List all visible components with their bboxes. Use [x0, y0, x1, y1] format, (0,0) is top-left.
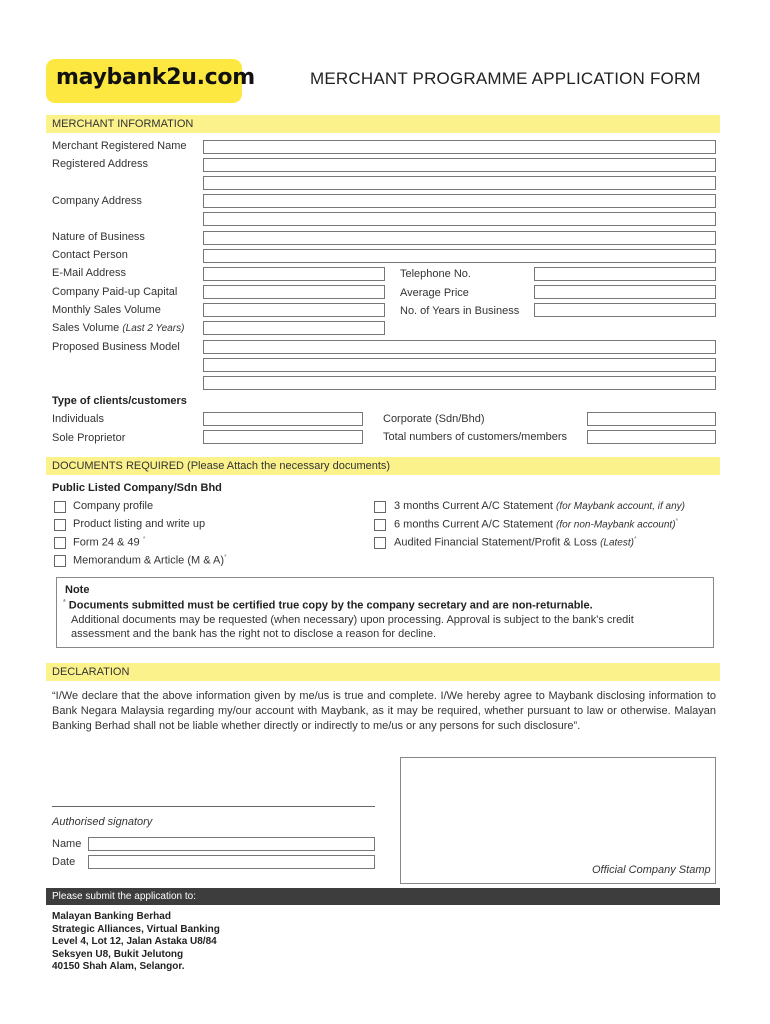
proposed-model-field-2[interactable]	[203, 358, 716, 372]
label-product-listing: Product listing and write up	[73, 518, 206, 530]
average-price-field[interactable]	[534, 285, 716, 299]
section-documents-required: DOCUMENTS REQUIRED (Please Attach the necessary documents)	[46, 457, 720, 475]
audited-statement-checkbox[interactable]	[374, 537, 386, 549]
label-contact-person: Contact Person	[52, 249, 128, 261]
label-individuals: Individuals	[52, 413, 104, 425]
form-title: MERCHANT PROGRAMME APPLICATION FORM	[310, 69, 701, 88]
form-24-49-text: Form 24 & 49	[73, 536, 140, 549]
note-line-2: Additional documents may be requested (when necessary) upon processing. Approval is subject to the bank's credit	[71, 614, 634, 626]
address-line: Seksyen U8, Bukit Jelutong	[52, 948, 184, 960]
signatory-name-field[interactable]	[88, 837, 375, 851]
individuals-field[interactable]	[203, 412, 363, 426]
label-memorandum	[73, 554, 227, 567]
label-sales-volume	[52, 322, 184, 334]
nature-of-business-field[interactable]	[203, 231, 716, 245]
label-monthly-sales: Monthly Sales Volume	[52, 304, 161, 316]
documents-heading: Public Listed Company/Sdn Bhd	[52, 482, 222, 494]
address-line: Strategic Alliances, Virtual Banking	[52, 923, 220, 935]
years-in-business-field[interactable]	[534, 303, 716, 317]
label-form-24-49	[73, 536, 145, 549]
label-total-customers: Total numbers of customers/members	[383, 431, 568, 443]
label-paid-up-capital: Company Paid-up Capital	[52, 286, 178, 298]
label-statement-6m	[394, 518, 678, 531]
memorandum-text: Memorandum & Article (M & A)	[73, 554, 224, 567]
statement-6m-note: (for non-Maybank account)	[556, 519, 676, 531]
proposed-model-field-3[interactable]	[203, 376, 716, 390]
sales-volume-note: (Last 2 Years)	[122, 323, 185, 334]
section-merchant-information: MERCHANT INFORMATION	[46, 115, 720, 133]
company-profile-checkbox[interactable]	[54, 501, 66, 513]
label-proposed-business-model: Proposed Business Model	[52, 341, 180, 353]
submission-address	[52, 911, 220, 974]
total-customers-field[interactable]	[587, 430, 716, 444]
statement-3m-checkbox[interactable]	[374, 501, 386, 513]
address-line: Malayan Banking Berhad	[52, 911, 171, 922]
form-24-49-checkbox[interactable]	[54, 537, 66, 549]
label-sole-proprietor: Sole Proprietor	[52, 432, 126, 444]
label-email: E-Mail Address	[52, 267, 126, 279]
address-line: 40150 Shah Alam, Selangor.	[52, 961, 185, 972]
maybank2u-logo	[46, 59, 255, 103]
asterisk-mark: *	[142, 536, 146, 543]
label-authorised-signatory: Authorised signatory	[52, 816, 153, 828]
asterisk-mark: *	[63, 599, 66, 606]
label-name: Name	[52, 838, 82, 850]
signature-line[interactable]	[52, 806, 375, 807]
company-address-field-2[interactable]	[203, 212, 716, 226]
sole-proprietor-field[interactable]	[203, 430, 363, 444]
note-line-1-text: Documents submitted must be certified true copy by the company secretary and are non-returnable.	[68, 599, 593, 612]
asterisk-mark: *	[633, 536, 637, 543]
label-statement-3m	[394, 500, 685, 512]
statement-3m-text: 3 months Current A/C Statement	[394, 500, 553, 512]
note-title: Note	[65, 584, 90, 596]
note-line-1	[63, 599, 593, 612]
label-company-profile: Company profile	[73, 500, 154, 512]
monthly-sales-field[interactable]	[203, 303, 385, 317]
label-average-price: Average Price	[400, 287, 469, 299]
clients-heading: Type of clients/customers	[52, 395, 187, 407]
sales-volume-field[interactable]	[203, 321, 385, 335]
asterisk-mark: *	[224, 554, 227, 561]
statement-6m-text: 6 months Current A/C Statement	[394, 518, 553, 531]
memorandum-checkbox[interactable]	[54, 555, 66, 567]
label-registered-address: Registered Address	[52, 158, 148, 170]
statement-6m-checkbox[interactable]	[374, 519, 386, 531]
signatory-date-field[interactable]	[88, 855, 375, 869]
label-audited-statement	[394, 536, 637, 549]
label-nature-of-business: Nature of Business	[52, 231, 145, 243]
audited-note: (Latest)	[600, 537, 634, 549]
label-official-stamp: Official Company Stamp	[592, 864, 711, 876]
contact-person-field[interactable]	[203, 249, 716, 263]
asterisk-mark: *	[675, 518, 679, 525]
paid-up-capital-field[interactable]	[203, 285, 385, 299]
label-corporate: Corporate (Sdn/Bhd)	[383, 413, 485, 425]
product-listing-checkbox[interactable]	[54, 519, 66, 531]
note-line-3: assessment and the bank has the right not to disclose a reason for decline.	[71, 628, 437, 640]
telephone-field[interactable]	[534, 267, 716, 281]
proposed-model-field-1[interactable]	[203, 340, 716, 354]
note-box	[56, 577, 714, 648]
email-field[interactable]	[203, 267, 385, 281]
sales-volume-text: Sales Volume	[52, 322, 120, 334]
registered-address-field-2[interactable]	[203, 176, 716, 190]
submit-bar: Please submit the application to:	[46, 888, 720, 905]
label-company-address: Company Address	[52, 195, 142, 207]
label-date: Date	[52, 856, 76, 868]
corporate-field[interactable]	[587, 412, 716, 426]
logo-text: maybank2u.com	[56, 65, 255, 90]
section-declaration: DECLARATION	[46, 663, 720, 681]
audited-text: Audited Financial Statement/Profit & Loss	[394, 536, 597, 549]
address-line: Level 4, Lot 12, Jalan Astaka U8/84	[52, 936, 217, 947]
registered-name-field[interactable]	[203, 140, 716, 154]
label-registered-name: Merchant Registered Name	[52, 140, 187, 152]
label-years-in-business: No. of Years in Business	[400, 305, 520, 317]
declaration-text: “I/We declare that the above information given by me/us is true and complete. I/We hereby agree to Maybank disclosing information to Bank Negara Malaysia regarding my/our account with Maybank, as it may be required, whether pursuant to law or otherwise. Malayan Banking Berhad shall not be liable whether directly or indirectly to me/us or any persons for such disclosure”.	[52, 690, 716, 732]
registered-address-field-1[interactable]	[203, 158, 716, 172]
label-telephone: Telephone No.	[400, 268, 471, 280]
statement-3m-note: (for Maybank account, if any)	[556, 501, 685, 512]
company-address-field-1[interactable]	[203, 194, 716, 208]
